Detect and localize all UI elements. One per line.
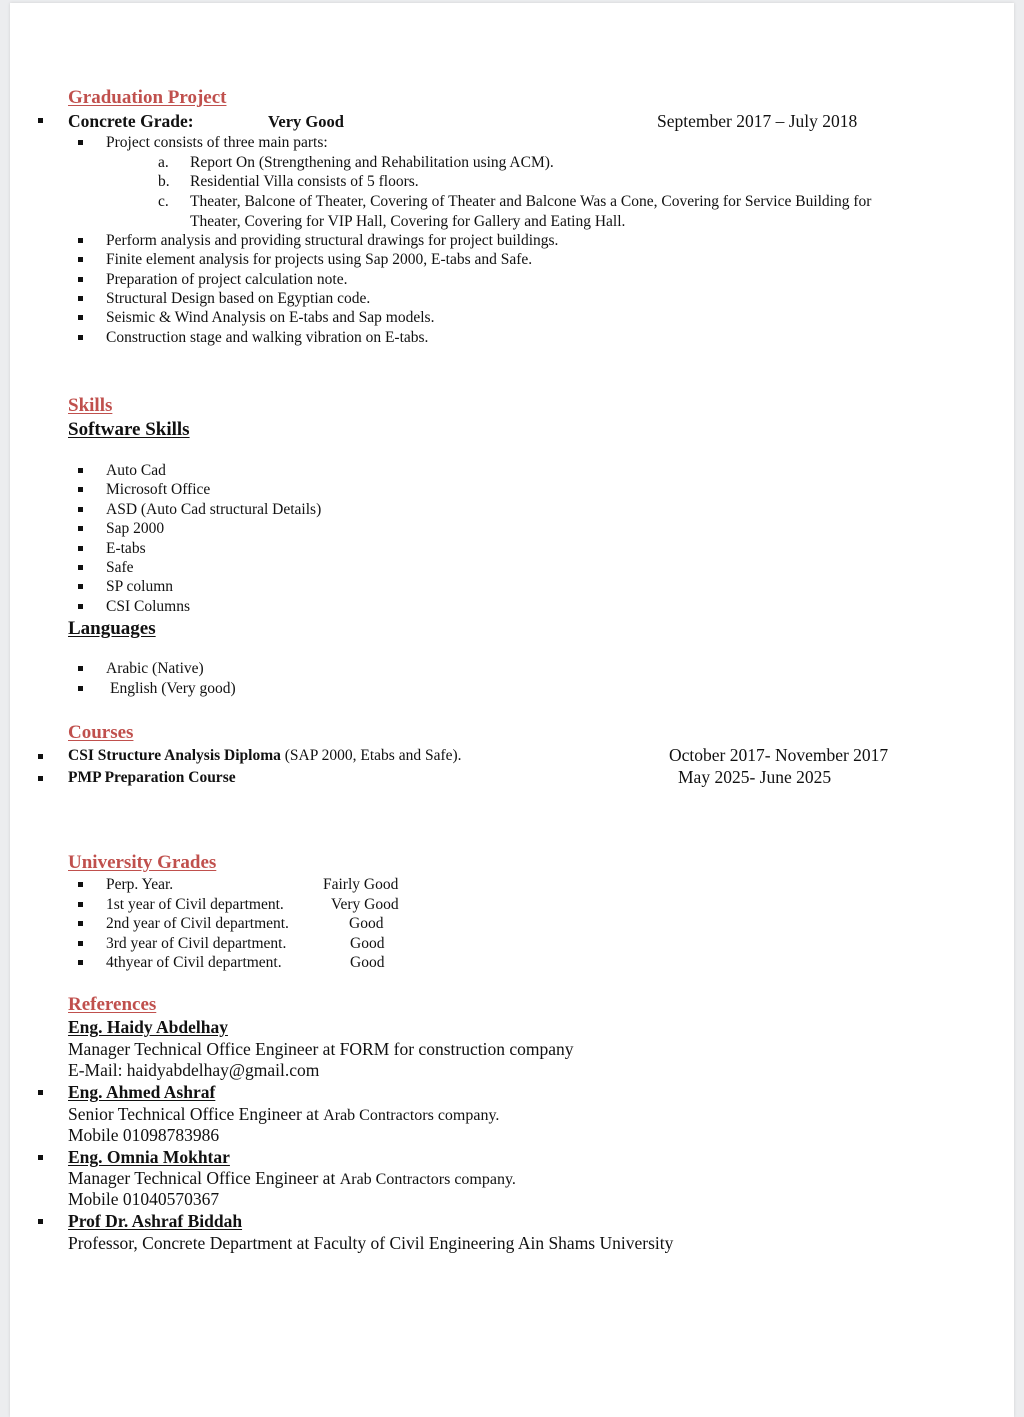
courses-heading: Courses <box>68 722 134 743</box>
bullet <box>78 584 83 589</box>
bullet <box>38 1090 43 1095</box>
list-item: Seismic & Wind Analysis on E-tabs and Sap models. <box>106 309 435 326</box>
reference-contact: Mobile 01098783986 <box>68 1125 220 1145</box>
reference-contact: E-Mail: haidyabdelhay@gmail.com <box>68 1060 320 1080</box>
reference-title <box>68 1170 516 1188</box>
list-marker: c. <box>158 193 169 210</box>
course-dates: May 2025- June 2025 <box>678 767 832 787</box>
bullet <box>78 487 83 492</box>
grade-label: Concrete Grade: <box>68 111 194 131</box>
project-dates: September 2017 – July 2018 <box>657 111 858 131</box>
list-item: Finite element analysis for projects using Sap 2000, E-tabs and Safe. <box>106 251 533 268</box>
bullet <box>78 546 83 551</box>
course-dates: October 2017- November 2017 <box>669 745 889 765</box>
bullet <box>78 666 83 671</box>
language-item: English (Very good) <box>110 680 236 697</box>
bullet <box>78 526 83 531</box>
grade-result: Very Good <box>331 896 399 913</box>
reference-title: Professor, Concrete Department at Faculty of Civil Engineering Ain Shams University <box>68 1233 674 1253</box>
skill-item: Auto Cad <box>106 462 166 479</box>
skill-item: Safe <box>106 559 134 576</box>
skill-item: Sap 2000 <box>106 520 165 537</box>
bullet <box>38 776 43 781</box>
grade-result: Good <box>350 954 385 971</box>
bullet <box>78 335 83 340</box>
list-item: Structural Design based on Egyptian code. <box>106 290 371 307</box>
language-item: Arabic (Native) <box>106 660 204 677</box>
references-heading: References <box>68 994 157 1015</box>
bullet <box>38 754 43 759</box>
bullet <box>78 257 83 262</box>
grade-year: 2nd year of Civil department. <box>106 915 289 932</box>
reference-title-company: Arab Contractors company. <box>323 1107 500 1124</box>
bullet <box>38 1219 43 1224</box>
bullet <box>78 686 83 691</box>
skills-heading: Skills <box>68 395 113 416</box>
reference-title-company: Arab Contractors company. <box>339 1171 516 1188</box>
list-item: Residential Villa consists of 5 floors. <box>190 173 419 190</box>
reference-title: Manager Technical Office Engineer at FORM for construction company <box>68 1039 574 1059</box>
skill-item: Microsoft Office <box>106 481 211 498</box>
list-item: Construction stage and walking vibration on E-tabs. <box>106 329 429 346</box>
reference-title-role: Manager Technical Office Engineer at <box>68 1168 340 1188</box>
grade-year: 4thyear of Civil department. <box>106 954 282 971</box>
bullet <box>78 140 83 145</box>
reference-name: Eng. Haidy Abdelhay <box>68 1017 228 1037</box>
course-name: PMP Preparation Course <box>68 769 236 786</box>
reference-contact: Mobile 01040570367 <box>68 1189 220 1209</box>
skill-item: ASD (Auto Cad structural Details) <box>106 501 322 518</box>
bullet <box>78 238 83 243</box>
bullet <box>78 921 83 926</box>
grade-result: Fairly Good <box>323 876 399 893</box>
bullet <box>78 902 83 907</box>
course-name: CSI Structure Analysis Diploma <box>68 747 281 764</box>
skill-item: CSI Columns <box>106 598 190 615</box>
course-detail: (SAP 2000, Etabs and Safe). <box>280 747 462 764</box>
grade-year: Perp. Year. <box>106 876 174 893</box>
skill-item: SP column <box>106 578 174 595</box>
graduation-project-heading: Graduation Project <box>68 87 227 108</box>
bullet <box>78 941 83 946</box>
reference-name: Eng. Omnia Mokhtar <box>68 1147 230 1167</box>
bullet <box>38 118 43 123</box>
bullet <box>78 277 83 282</box>
list-item-continued: Theater, Covering for VIP Hall, Covering for Gallery and Eating Hall. <box>190 213 626 230</box>
reference-title <box>68 1106 499 1124</box>
grade-value: Very Good <box>268 112 344 131</box>
bullet <box>78 882 83 887</box>
list-marker: b. <box>158 173 170 190</box>
list-item: Theater, Balcone of Theater, Covering of Theater and Balcone Was a Cone, Covering for Service Building for <box>190 193 872 210</box>
parts-intro: Project consists of three main parts: <box>106 134 328 151</box>
bullet <box>78 468 83 473</box>
list-item: Perform analysis and providing structural drawings for project buildings. <box>106 232 559 249</box>
course-item <box>68 748 462 764</box>
list-marker: a. <box>158 154 169 171</box>
software-skills-heading: Software Skills <box>68 419 190 440</box>
university-grades-heading: University Grades <box>68 852 217 873</box>
bullet <box>78 604 83 609</box>
reference-name: Eng. Ahmed Ashraf <box>68 1082 216 1102</box>
bullet <box>78 565 83 570</box>
reference-title-role: Senior Technical Office Engineer at <box>68 1104 324 1124</box>
grade-year: 3rd year of Civil department. <box>106 935 287 952</box>
document-page <box>10 3 1014 1417</box>
bullet <box>78 315 83 320</box>
bullet <box>78 960 83 965</box>
languages-heading: Languages <box>68 618 156 639</box>
bullet <box>78 507 83 512</box>
grade-result: Good <box>350 935 385 952</box>
reference-name: Prof Dr. Ashraf Biddah <box>68 1211 243 1231</box>
grade-year: 1st year of Civil department. <box>106 896 284 913</box>
list-item: Preparation of project calculation note. <box>106 271 348 288</box>
bullet <box>78 296 83 301</box>
bullet <box>38 1155 43 1160</box>
list-item: Report On (Strengthening and Rehabilitation using ACM). <box>190 154 554 171</box>
grade-result: Good <box>349 915 384 932</box>
skill-item: E-tabs <box>106 540 146 557</box>
